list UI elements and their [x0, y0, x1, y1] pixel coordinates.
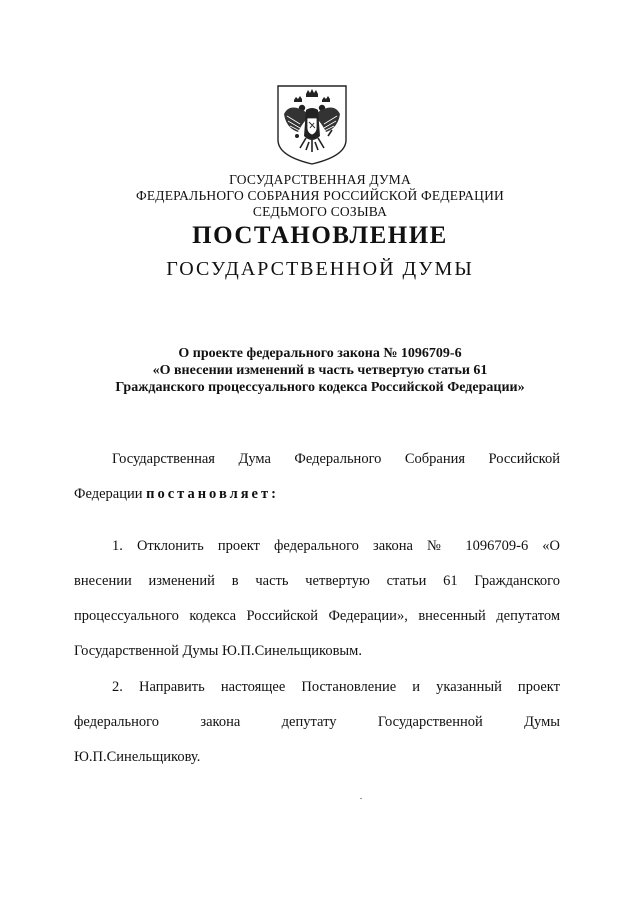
paragraph-1-line-2: внесении изменений в часть четвертую статьи 61 Гражданского: [74, 573, 560, 589]
header-line-duma: ГОСУДАРСТВЕННАЯ ДУМА: [229, 172, 411, 187]
intro-resolves: постановляет:: [146, 486, 279, 502]
document-subtitle: ГОСУДАРСТВЕННОЙ ДУМЫ: [166, 258, 474, 280]
paragraph-1-line-1: 1. Отклонить проект федерального закона № 1096709-6 «О: [112, 538, 560, 554]
intro-line-1: Государственная Дума Федерального Собрания Российской: [112, 451, 560, 467]
document-title: ПОСТАНОВЛЕНИЕ: [192, 222, 448, 249]
header-line-convocation: СЕДЬМОГО СОЗЫВА: [252, 204, 388, 219]
intro-line-2: [74, 485, 279, 503]
paragraph-2-line-3: Ю.П.Синельщикову.: [74, 749, 201, 765]
scan-speck: [360, 798, 362, 799]
paragraph-2-line-2: федерального закона депутату Государственной Думы: [74, 714, 560, 730]
header-line-assembly: ФЕДЕРАЛЬНОГО СОБРАНИЯ РОССИЙСКОЙ ФЕДЕРАЦИИ: [136, 188, 504, 203]
paragraph-2-line-1: 2. Направить настоящее Постановление и указанный проект: [112, 679, 560, 695]
subject-line-3: Гражданского процессуального кодекса Российской Федерации»: [115, 380, 525, 395]
subject-line-2: «О внесении изменений в часть четвертую статьи 61: [152, 363, 488, 378]
coat-of-arms-icon: [276, 84, 348, 166]
intro-federation: Федерации: [74, 486, 147, 502]
paragraph-1-line-3: процессуального кодекса Российской Федерации», внесенный депутатом: [74, 608, 560, 624]
subject-line-1: О проекте федерального закона № 1096709-6: [178, 346, 462, 361]
paragraph-1-line-4: Государственной Думы Ю.П.Синельщиковым.: [74, 643, 362, 659]
